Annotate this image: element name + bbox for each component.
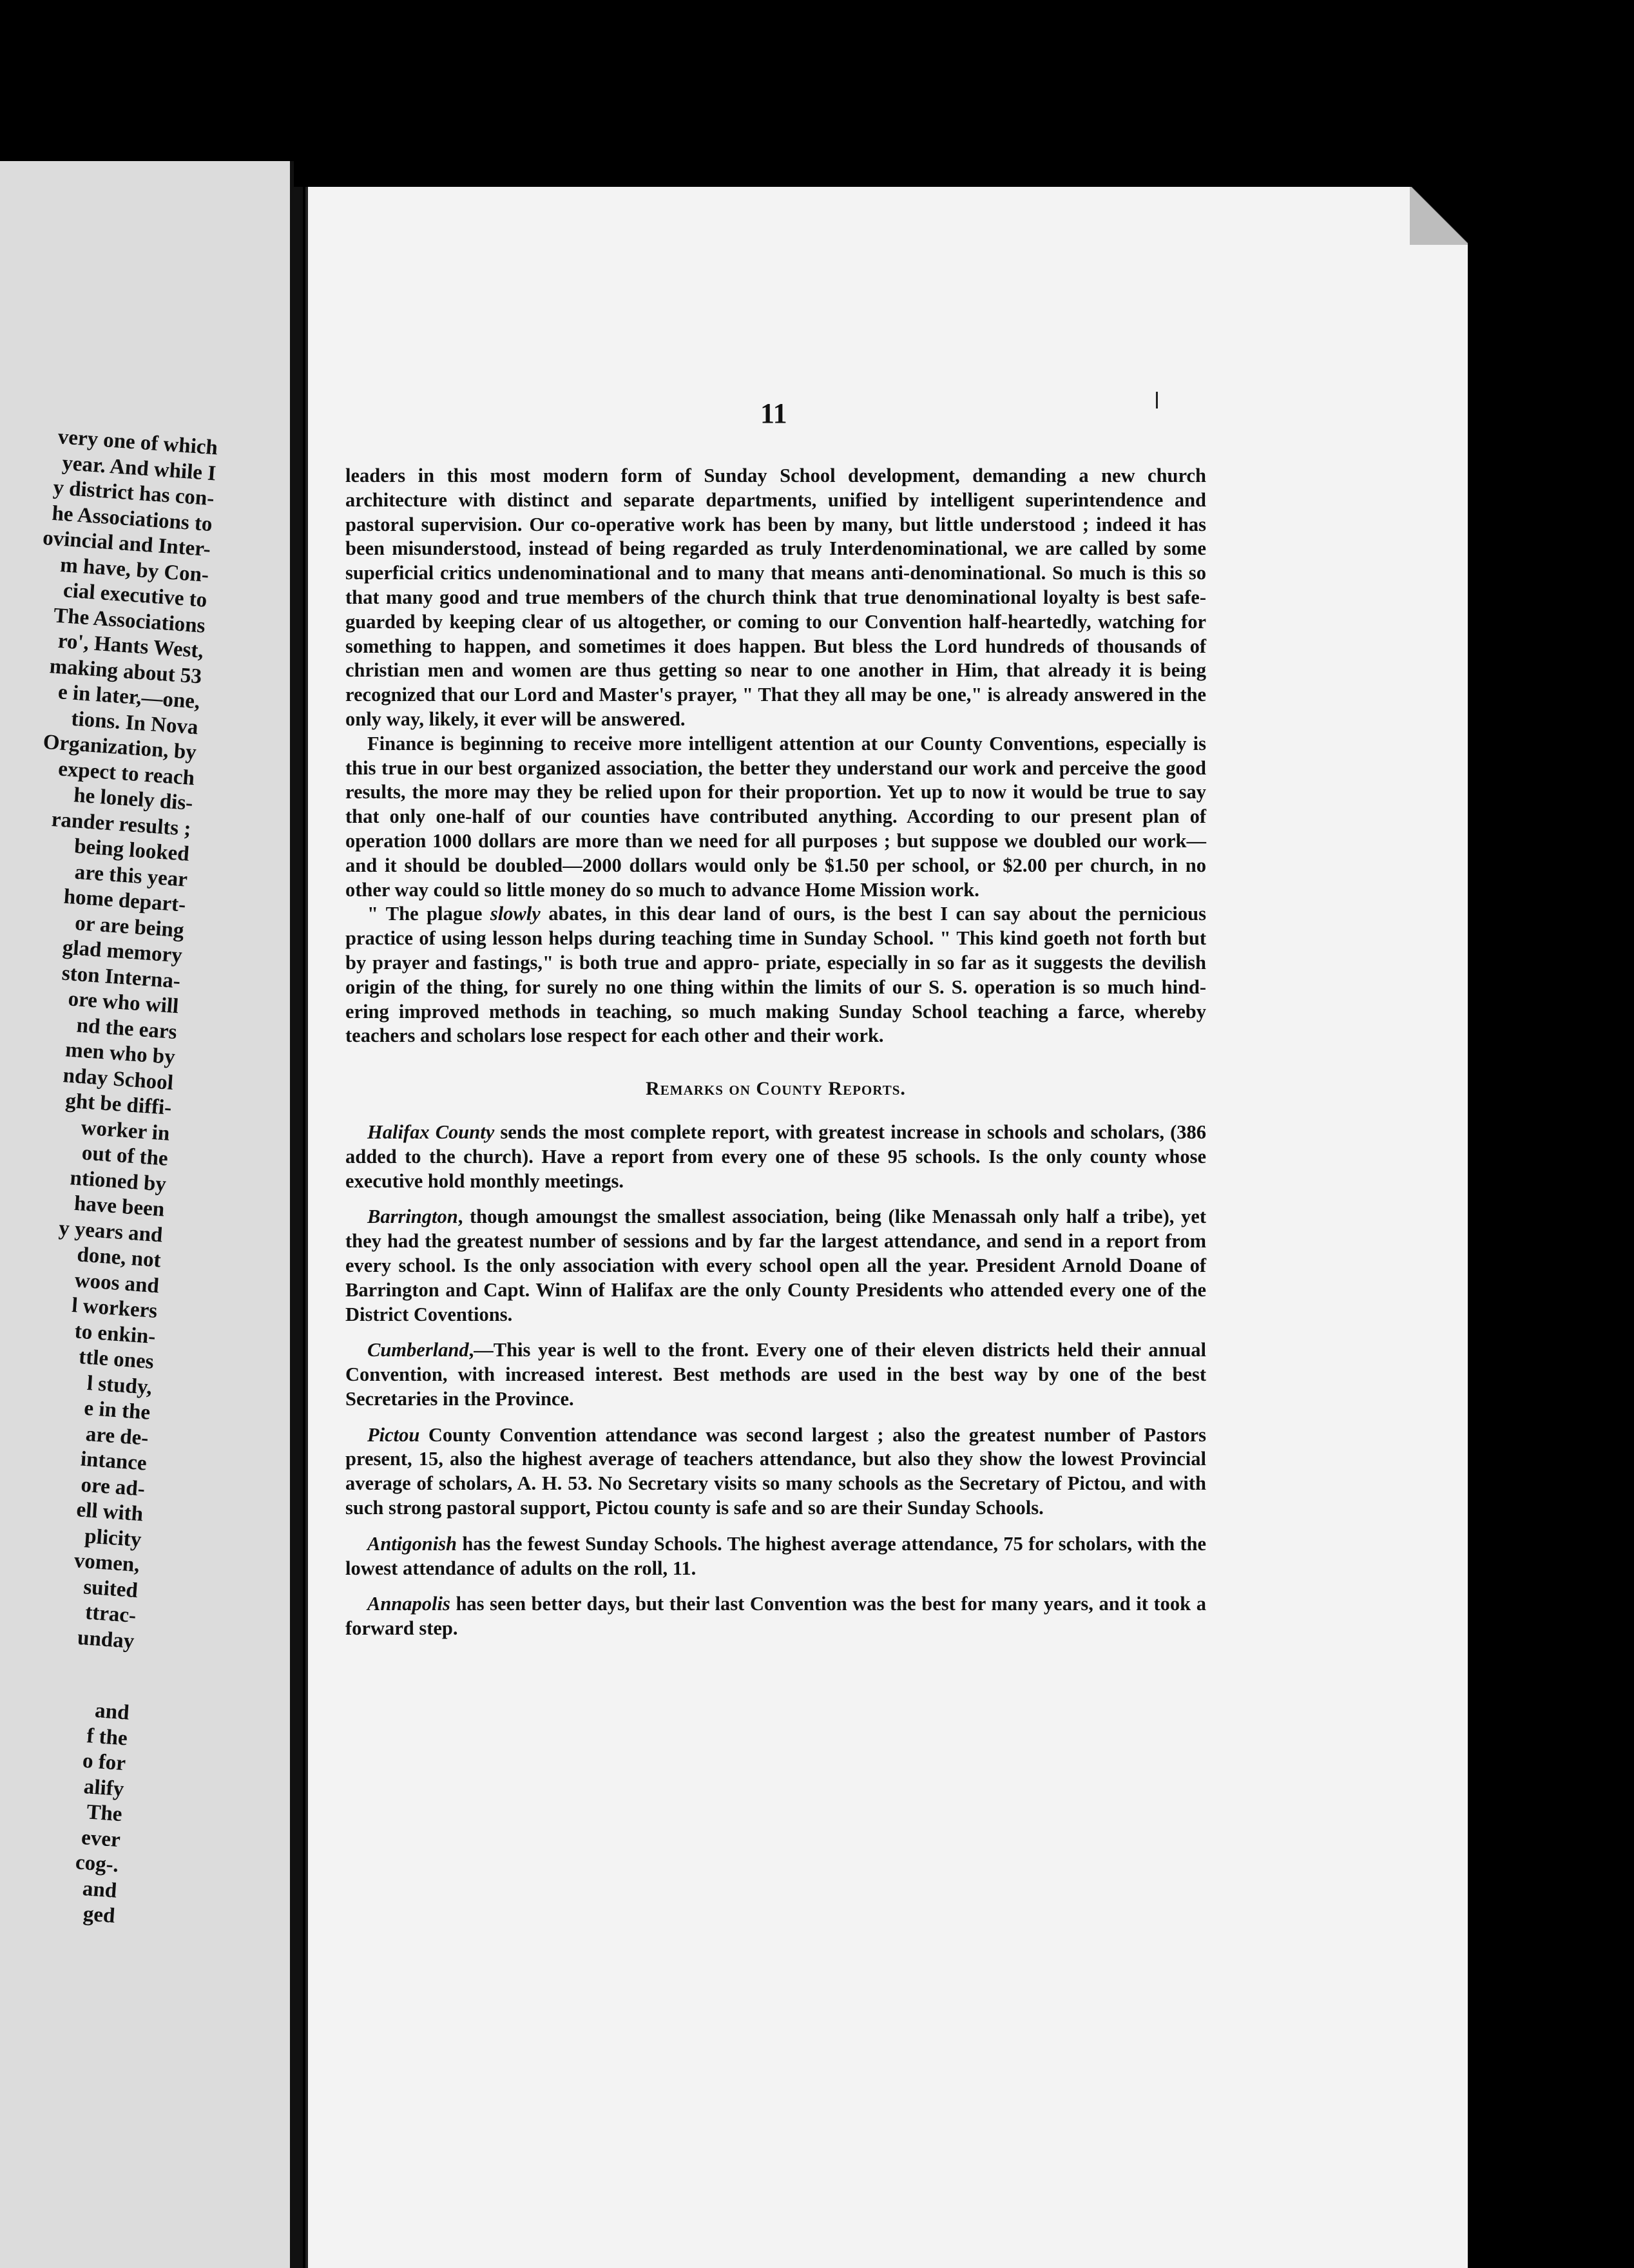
county-remark-text: County Convention attendance was second largest ; also the greatest number of Pastors present, 15, also the highest average of teachers attendance, but also they show the lowest Provincial average of scholars, A. H. 53. No Secretary visits so many schools as the Secretary of Pictou, and with such strong pastoral support, Pictou county is safe and so are their Sunday Schools. [345, 1423, 1206, 1519]
previous-page-line: e in the [83, 1396, 151, 1425]
previous-page-line: Organization, by [42, 730, 197, 765]
previous-page-line: vomen, [73, 1549, 140, 1577]
paragraph-continuation: leaders in this most modern form of Sunday School development, demanding a new church architecture with distinct and separate departments, unified by intelligent superintendence and pastoral supervision. Our co-operative work has been by many, but little understood ; indeed it has been misunderstood, instead of being regarded as truly Interdenominational, we are called by some superficial critics undenominational and to many that means anti-denominational. So much is this so that many good and true members of the church think that true denominational loyalty is best safe-guarded by keeping clear of us altogether, or coming to our Convention half-heartedly, watching for something to happen, and sometimes it does happen. But bless the Lord hundreds of thousands of christian men and women are thus getting so near to one another in Him, that already it is being recognized that our Lord and Master's prayer, " That they all may be one," is already answered in the only way, likely, it ever will be answered. [345, 465, 1206, 730]
previous-page-line: tions. In Nova [70, 707, 199, 739]
previous-page-line: out of the [81, 1141, 169, 1171]
previous-page-line: ore ad- [80, 1473, 146, 1501]
page-mark [1156, 392, 1158, 408]
previous-page-line: ever [81, 1825, 121, 1852]
previous-page [0, 161, 294, 2268]
previous-page-line: have been [73, 1191, 166, 1222]
previous-page-line: plicity [84, 1524, 142, 1552]
county-name: Antigonish [367, 1532, 457, 1555]
previous-page-line: making about 53 [48, 654, 203, 689]
previous-page-line: worker in [80, 1115, 171, 1146]
previous-page-line: being looked [73, 834, 190, 866]
previous-page-line: o for [81, 1749, 127, 1776]
county-remark-text: has seen better days, but their last Convention was the best for many years, and it took a forward step. [345, 1593, 1206, 1640]
previous-page-line: m have, by Con- [59, 553, 210, 587]
section-heading: Remarks on County Reports. [646, 1078, 906, 1100]
previous-page-line: or are being [74, 911, 185, 943]
county-remark-text: , though amoungst the smallest association, being (like Menassah only half a tribe), yet they had the greatest number of sessions and by far the largest attendance, and send in a report from every school. Is the only association with every school open all the year. President Arnold Doane of Barrington and Capt. Winn of Halifax are the only County Presidents who attended every one of the District Coventions. [345, 1206, 1206, 1325]
paragraph-finance: Finance is beginning to receive more intelligent attention at our County Conventions, especially is this true in our best organized association, the better they understand our work and perceive the good results, the more may they be relied upon for their proportion. Yet up to now it would be true to say that only one-half of our counties have contributed anything. According to our present plan of operation 1000 dollars are more than we need for all purposes ; but suppose we doubled our work—and it should be doubled—2000 dollars would only be $1.50 per school, or $2.00 per church, in no other way could so little money do so much to advance Home Mission work. [345, 732, 1206, 901]
previous-page-line: e in later,—one, [57, 680, 201, 714]
county-remark-text: ,—This year is well to the front. Every one of their eleven districts held their annual Convention, with increased interest. Best methods are used in the best way by one of the best Secretaries in the Province. [345, 1339, 1206, 1410]
county-remarks [345, 1120, 1206, 1641]
previous-page-line: ell with [75, 1498, 144, 1526]
previous-page-line: ged [82, 1902, 116, 1928]
emphasis-slowly: slowly [490, 903, 541, 925]
previous-page-line: ro', Hants West, [57, 629, 204, 663]
county-remark [345, 1120, 1206, 1193]
previous-page-line: men who by [64, 1038, 176, 1070]
previous-page-line: glad memory [61, 936, 183, 968]
previous-page-line: nd the ears [75, 1013, 178, 1044]
previous-page-line: ntioned by [69, 1166, 168, 1196]
previous-page-line: ght be diffi- [64, 1089, 173, 1120]
previous-page-line: home depart- [62, 885, 187, 917]
county-remark [345, 1338, 1206, 1411]
previous-page-line: rander results ; [50, 807, 192, 841]
previous-page-line: alify [82, 1774, 125, 1801]
county-remark-text: sends the most complete report, with greatest increase in schools and scholars, (386 added to the church). Have a report from every one of these 95 schools. Is the only county whose executive hold monthly meetings. [345, 1120, 1207, 1192]
previous-page-line: cial executive to [62, 579, 208, 612]
county-remark [345, 1205, 1206, 1327]
county-remark [345, 1592, 1206, 1641]
county-remark [345, 1423, 1206, 1521]
previous-page-line: year. And while I [61, 451, 217, 485]
county-name: Pictou [367, 1423, 420, 1446]
previous-page-line: y district has con- [52, 476, 215, 511]
previous-page-line: to enkin- [73, 1319, 157, 1349]
previous-page-line: are this year [73, 860, 189, 892]
previous-page-line: unday [77, 1626, 135, 1653]
previous-page-text [0, 419, 218, 1929]
county-name: Barrington [367, 1206, 458, 1228]
previous-page-line: ttle ones [78, 1345, 155, 1374]
page-corner [1410, 187, 1468, 245]
previous-page-line: very one of which [57, 425, 219, 460]
previous-page-line: expect to reach [57, 756, 196, 790]
previous-page-line: nday School [62, 1063, 175, 1095]
previous-page-line: l workers [71, 1293, 159, 1323]
previous-page-line: f the [86, 1724, 128, 1751]
previous-page-line: done, not [76, 1243, 162, 1273]
paragraph-lesson-helps: " The plague slowly abates, in this dear land of ours, is the best I can say about the pernicious practice of using lesson helps during teaching time in Sunday School. " This kind goeth not forth but by prayer and fastings," is both true and appro- priate, especially in so far as it suggests the devilish origin of the thing, for surely no one thing within the limits of our S. S. operation is so much hind- ering improved methods in teaching, so much making Sunday School teaching a farce, whereby teachers and scholars lose respect for each other and their work. [345, 903, 1206, 1047]
previous-page-line: intance [79, 1447, 148, 1475]
previous-page-line: are de- [84, 1422, 149, 1450]
previous-page-line: and [94, 1698, 130, 1725]
county-name: Annapolis [367, 1593, 450, 1615]
book-spine [294, 187, 303, 2268]
previous-page-line: suited [82, 1575, 139, 1602]
county-name: Cumberland [367, 1339, 469, 1361]
previous-page-line: and [81, 1876, 118, 1903]
county-remark-text: has the fewest Sunday Schools. The highest average attendance, 75 for scholars, with the lowest attendance of adults on the roll, 11. [345, 1532, 1206, 1579]
previous-page-line: woos and [73, 1268, 160, 1298]
previous-page-line: ttrac- [84, 1600, 137, 1628]
previous-page-line: he lonely dis- [73, 783, 194, 816]
body-text [345, 464, 1206, 1641]
previous-page-line: The [86, 1800, 123, 1827]
previous-page-line: ore who will [67, 987, 180, 1019]
county-remark [345, 1532, 1206, 1581]
previous-page-line: cog-. [74, 1850, 120, 1878]
previous-page-line: l study, [86, 1371, 153, 1399]
previous-page-line: The Associations [53, 603, 206, 638]
previous-page-line: he Associations to [51, 501, 213, 536]
document-page [305, 187, 1468, 2268]
previous-page-line: y years and [58, 1216, 164, 1247]
previous-page-line: ston Interna- [61, 961, 182, 993]
county-name: Halifax County [367, 1120, 495, 1143]
previous-page-line: ovincial and Inter- [42, 526, 211, 562]
page-number: 11 [760, 398, 787, 429]
